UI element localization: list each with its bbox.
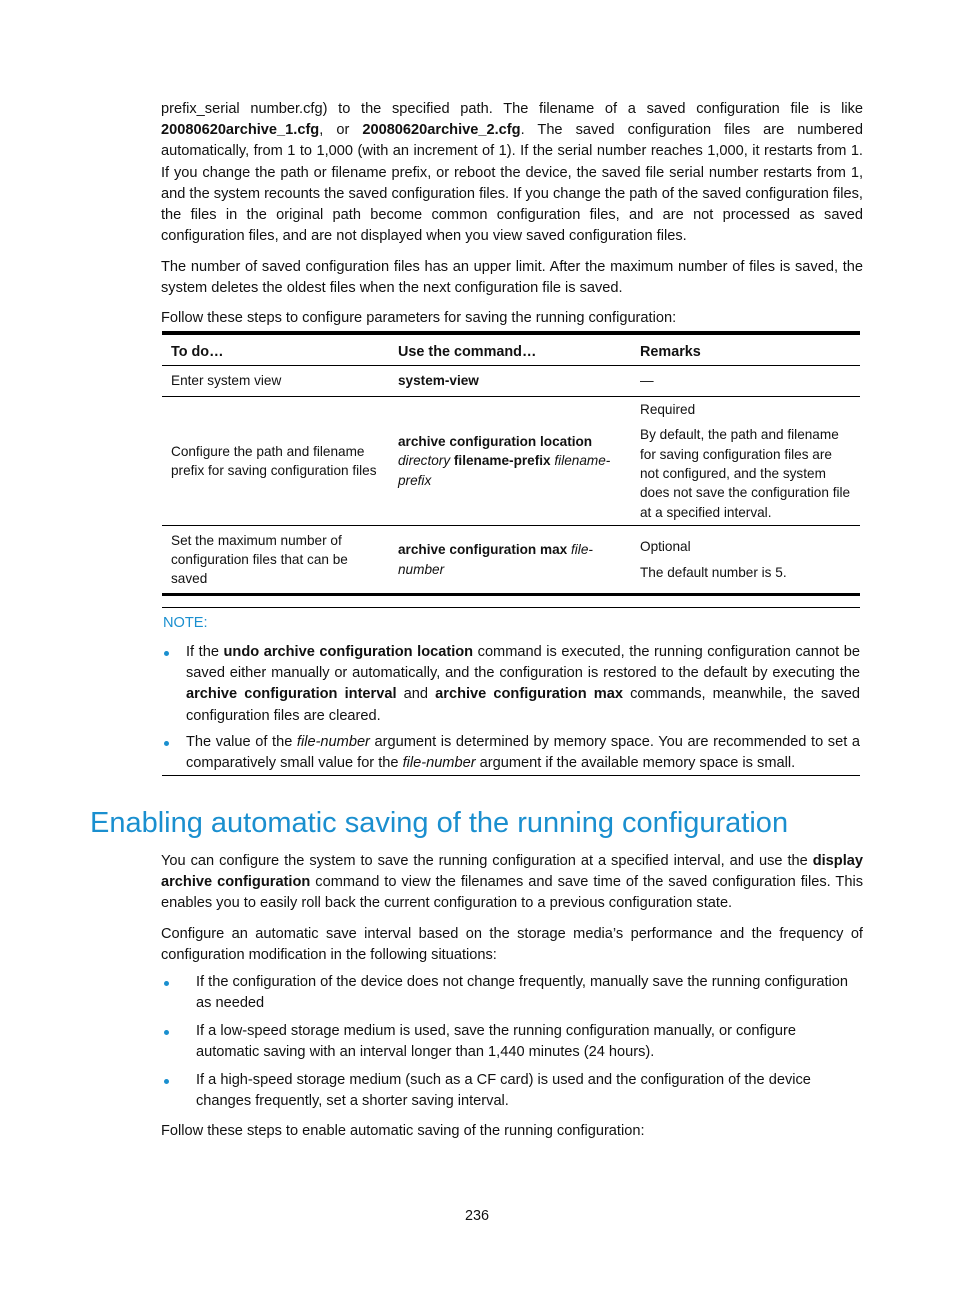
cell-remarks [631,526,860,595]
command-keyword: archive configuration location [398,434,593,450]
cell-todo: Enter system view [162,366,389,397]
cell-command [389,366,631,397]
note-item [186,642,860,727]
text-run: . The saved configuration files are numbered automatically, from 1 to 1,000 (with an increment of 1). If the serial number reaches 1,000, it restarts from 1. If you change the path or filename prefix, or reboot the device, the saved file serial number restarts from 1, and the system recounts the saved configuration files. If you change the path of the saved configuration files, the files in the original path become common configuration files, and are not processed as saved configuration files, and are not displayed when you view saved configuration files. [161,122,863,245]
command-argument: file-number [398,542,593,577]
text-run: If the [186,644,224,660]
cell-remarks [631,366,860,397]
list-item: If a high-speed storage medium (such as a CF card) is used and the configuration of the device changes frequently, set a shorter saving interval. [196,1072,811,1110]
command-keyword: filename-prefix [453,453,551,469]
text-run: prefix_serial number.cfg) to the specified path. The filename of a saved configuration file is like [161,101,863,117]
command-keyword: undo archive configuration location [223,644,474,660]
remark-text: — [640,373,654,389]
text-run: commands, meanwhile, the saved configuration files are cleared. [186,686,860,724]
argument-name: file-number [402,755,476,772]
note-box [162,607,860,776]
cell-command [389,397,631,526]
table-row [162,397,860,526]
list-item: If the configuration of the device does not change frequently, manually save the running configuration as needed [196,974,849,1012]
bullet-dot-icon [164,651,169,656]
page-number: 236 [464,1208,489,1224]
table-header-row [162,333,860,366]
command-keyword: archive configuration interval [186,686,397,703]
note-label: NOTE: [163,615,208,631]
text-run: command to view the filenames and save time of the saved configuration files. This enables you to easily roll back the current configuration to a previous configuration state. [161,874,863,912]
cell-todo: Set the maximum number of configuration files that can be saved [162,526,389,595]
argument-name: file-number [296,734,370,750]
command-keyword: archive configuration max [435,686,623,703]
text-run: The value of the [186,734,297,750]
section-paragraph-2: Configure an automatic save interval based on the storage media’s performance and the frequency of configuration modification in the following situations: [161,926,863,964]
configuration-table [162,331,860,596]
column-header-command: Use the command… [389,333,631,366]
text-run: argument is determined by memory space. You are recommended to set a comparatively small value for the [186,734,860,772]
column-header-remarks: Remarks [631,333,860,366]
cell-command [389,526,631,595]
table-row [162,366,860,397]
command-keyword: system-view [398,373,479,389]
intro-paragraph-3: Follow these steps to configure parameters for saving the running configuration: [161,310,677,326]
bullet-dot-icon [164,1030,169,1035]
list-item: If a low-speed storage medium is used, save the running configuration manually, or configure automatic saving with an interval longer than 1,440 minutes (24 hours). [196,1023,797,1061]
bullet-dot-icon [164,1079,169,1084]
cell-remarks [631,397,860,526]
command-argument: directory [398,453,451,469]
table-row [162,526,860,595]
filename-example-1: 20080620archive_1.cfg [161,122,320,139]
intro-paragraph-1 [161,99,863,247]
section-heading: Enabling automatic saving of the running configuration [90,807,789,839]
text-run: and [396,686,436,703]
text-run: You can configure the system to save the running configuration at a specified interval, and use the [161,853,813,869]
remark-text: Optional [640,539,691,555]
text-run: command is executed, the running configuration cannot be saved either manually or automatically, and the configuration is restored to the default by executing the [186,644,860,682]
remark-text: The default number is 5. [640,564,787,580]
section-paragraph-3: Follow these steps to enable automatic saving of the running configuration: [161,1123,645,1139]
command-argument: filename-prefix [398,453,611,488]
column-header-todo: To do… [162,333,389,366]
text-run: argument if the available memory space is small. [475,755,796,772]
remark-text: Required [640,402,696,418]
cell-todo: Configure the path and filename prefix for saving configuration files [162,397,389,526]
command-keyword: display archive configuration [161,853,863,891]
section-paragraph-1 [161,851,863,915]
filename-example-2: 20080620archive_2.cfg [362,122,521,139]
intro-paragraph-2: The number of saved configuration files has an upper limit. After the maximum number of files is saved, the system deletes the oldest files when the next configuration file is saved. [161,259,863,297]
note-item [186,732,860,774]
command-keyword: archive configuration max [398,542,568,558]
text-run: , or [319,122,363,139]
bullet-dot-icon [164,741,169,746]
remark-text: By default, the path and filename for saving configuration files are not configured, and the system does not save the configuration file at a specified interval. [640,427,851,520]
bullet-dot-icon [164,981,169,986]
